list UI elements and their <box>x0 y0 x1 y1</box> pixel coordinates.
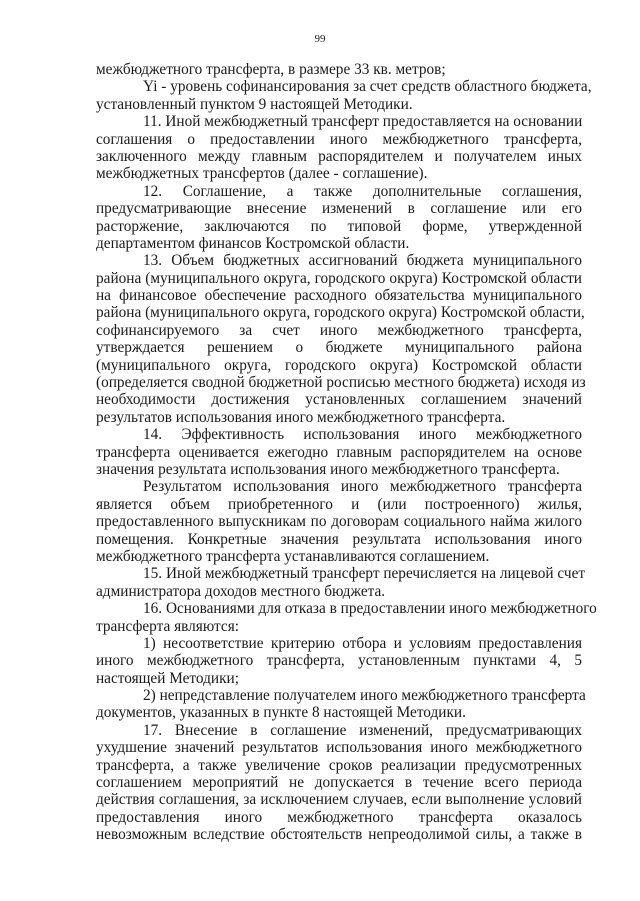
text-line: предоставления иного межбюджетного трансферта оказалось <box>96 808 582 826</box>
text-line: межбюджетного трансферта устанавливаются соглашением. <box>96 547 490 565</box>
document-body <box>96 61 597 844</box>
text-line: действия соглашения, за исключением случаев, если выполнение условий <box>96 791 582 809</box>
text-line: необходимости достижения установленных соглашением значений <box>96 391 582 409</box>
text-line: Результатом использования иного межбюджетного трансферта <box>143 478 582 496</box>
text-line: межбюджетного трансферта, в размере 33 кв. метров; <box>96 61 446 78</box>
text-line: на финансовое обеспечение расходного обязательства муниципального <box>96 287 582 305</box>
text-line: района (муниципального округа, городского округа) Костромской области, <box>96 304 585 322</box>
text-line: 17. Внесение в соглашение изменений, предусматривающих <box>143 721 582 739</box>
text-line: 14. Эффективность использования иного межбюджетного <box>143 426 582 444</box>
text-line: (определяется сводной бюджетной росписью местного бюджета) исходя из <box>96 374 586 392</box>
text-line: межбюджетных трансфертов (далее - соглашение). <box>96 165 428 183</box>
text-line: установленный пунктом 9 настоящей Методики. <box>96 95 413 113</box>
text-line: помещения. Конкретные значения результата использования иного <box>96 530 582 548</box>
text-line: 15. Иной межбюджетный трансферт перечисляется на лицевой счет <box>143 565 586 583</box>
text-line: 2) непредставление получателем иного межбюджетного трансферта <box>143 687 586 705</box>
text-line: предусматривающие внесение изменений в соглашение или его <box>96 200 582 218</box>
text-line: иного межбюджетного трансферта, установленным пунктами 4, 5 <box>96 652 582 670</box>
text-line: 16. Основаниями для отказа в предоставлении иного межбюджетного <box>143 600 597 618</box>
text-line: ухудшение значений результатов использования иного межбюджетного <box>96 739 582 757</box>
text-line: настоящей Методики; <box>96 669 239 687</box>
text-line: является объем приобретенного и (или построенного) жилья, <box>96 495 582 513</box>
text-line: утверждается решением о бюджете муниципального района <box>96 339 582 357</box>
text-line: администратора доходов местного бюджета. <box>96 582 386 600</box>
text-line: значения результата использования иного межбюджетного трансферта. <box>96 460 560 478</box>
text-line: Yi - уровень софинансирования за счет средств областного бюджета, <box>143 78 592 96</box>
text-line: трансферта оценивается ежегодно главным распорядителем на основе <box>96 443 582 461</box>
text-line: (муниципального округа, городского округа) Костромской области <box>96 356 582 374</box>
text-line: 1) несоответствие критерию отбора и условиям предоставления <box>143 634 582 652</box>
text-line: соглашением мероприятий не допускается в течение всего периода <box>96 774 582 792</box>
page-number: 99 <box>314 33 326 45</box>
text-line: департаментом финансов Костромской области. <box>96 234 410 252</box>
text-line: соглашения о предоставлении иного межбюджетного трансферта, <box>96 130 582 148</box>
text-line: софинансируемого за счет иного межбюджетного трансферта, <box>96 321 582 339</box>
text-line: трансферта являются: <box>96 617 240 635</box>
text-line: района (муниципального округа, городского округа) Костромской области <box>96 269 582 287</box>
text-line: 13. Объем бюджетных ассигнований бюджета муниципального <box>143 252 582 270</box>
text-line: документов, указанных в пункте 8 настоящей Методики. <box>96 704 466 722</box>
text-line: расторжение, заключаются по типовой форме, утвержденной <box>96 217 582 235</box>
text-line: невозможным вследствие обстоятельств непреодолимой силы, а также в <box>96 826 582 844</box>
text-line: трансферта, а также увеличение сроков реализации предусмотренных <box>96 756 582 774</box>
text-line: результатов использования иного межбюджетного трансферта. <box>96 408 506 426</box>
text-line: заключенного между главным распорядителем и получателем иных <box>96 147 582 165</box>
text-line: 11. Иной межбюджетный трансферт предоставляется на основании <box>143 113 583 131</box>
text-line: предоставленного выпускникам по договорам социального найма жилого <box>96 513 582 531</box>
text-line: 12. Соглашение, а также дополнительные соглашения, <box>143 182 582 200</box>
